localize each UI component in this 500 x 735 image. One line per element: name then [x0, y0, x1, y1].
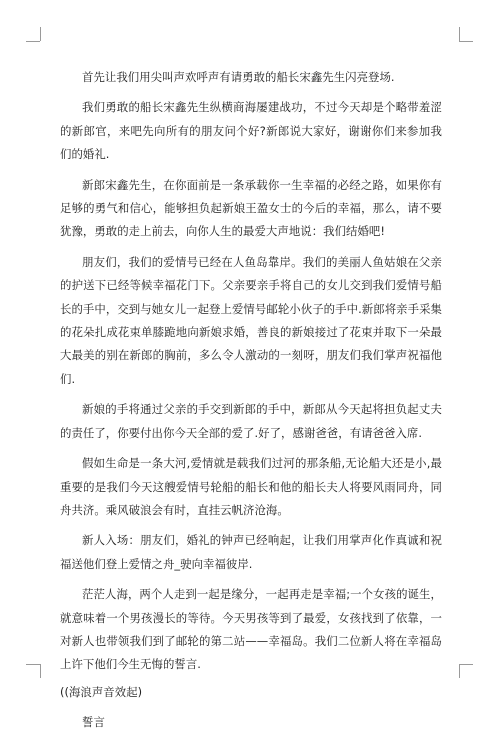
crop-mark-bottom-left-h: [26, 664, 40, 665]
paragraph-happiness-island: 茫茫人海，两个人走到一起是缘分，一起再走是幸福;一个女孩的诞生，就意味着一个男孩漫长的等待。今天男孩等到了最爱，女孩找到了依靠，一对新人也带领我们到了邮轮的第二站——幸福岛。我们二位新人将在幸福岛上许下他们今生无悔的誓言.: [60, 587, 442, 672]
paragraph-captain-greeting: 我们勇敢的船长宋鑫先生纵横商海屡建战功，不过今天却是个略带羞涩的新郎官，来吧先向所有的朋友问个好?新郎说大家好，谢谢你们来参加我们的婚礼.: [60, 100, 442, 162]
crop-mark-bottom-right-h: [459, 664, 473, 665]
document-body: [60, 66, 442, 735]
crop-mark-top-right-h: [459, 41, 473, 42]
paragraph-sound-effect-note: ((海浪声音效起): [60, 684, 143, 699]
paragraph-couple-entrance: 新人入场：朋友们，婚礼的钟声已经响起，让我们用掌声化作真诚和祝福送他们登上爱情之舟_驶向幸福彼岸.: [60, 533, 442, 571]
crop-mark-bottom-left-v: [40, 664, 41, 678]
paragraph-groom-proposal: 新郎宋鑫先生，在你面前是一条承载你一生幸福的必经之路，如果你有足够的勇气和信心，能够担负起新娘王盈女士的今后的幸福，那么，请不要犹豫，勇敢的走上前去，向你人生的最爱大声地说：我们结婚吧!: [60, 177, 442, 239]
paragraph-river-of-life: 假如生命是一条大河,爱情就是载我们过河的那条船,无论船大还是小,最重要的是我们今天这艘爱情号轮船的船长和他的船长夫人将要风雨同舟，同舟共济。乘风破浪会有时，直挂云帆济沧海。: [60, 456, 442, 517]
paragraph-intro: 首先让我们用尖叫声欢呼声有请勇敢的船长宋鑫先生闪亮登场.: [82, 70, 395, 84]
crop-mark-bottom-right-v: [459, 664, 460, 678]
paragraph-mermaid-island: 朋友们，我们的爱情号已经在人鱼岛靠岸。我们的美丽人鱼姑娘在父亲的护送下已经等候幸福花门下。父亲要亲手将自己的女儿交到我们爱情号船长的手中，交到与她女儿一起登上爱情号邮轮小伙子的手中.新郎将亲手采集的花朵扎成花束单膝跪地向新娘求婚，善良的新娘接过了花束并取下一朵最大最美的别在新郎的胸前，多么令人激动的一刻呀，朋友们我们掌声祝福他们.: [60, 254, 442, 386]
crop-mark-top-left-h: [26, 41, 40, 42]
crop-mark-top-left-v: [40, 27, 41, 41]
paragraph-father-handover: 新娘的手将通过父亲的手交到新郎的手中，新郎从今天起将担负起丈夫的责任了，你要付出你今天全部的爱了.好了，感谢爸爸，有请爸爸入席.: [60, 402, 442, 440]
heading-vows: 誓言: [82, 715, 105, 730]
crop-mark-top-right-v: [459, 27, 460, 41]
